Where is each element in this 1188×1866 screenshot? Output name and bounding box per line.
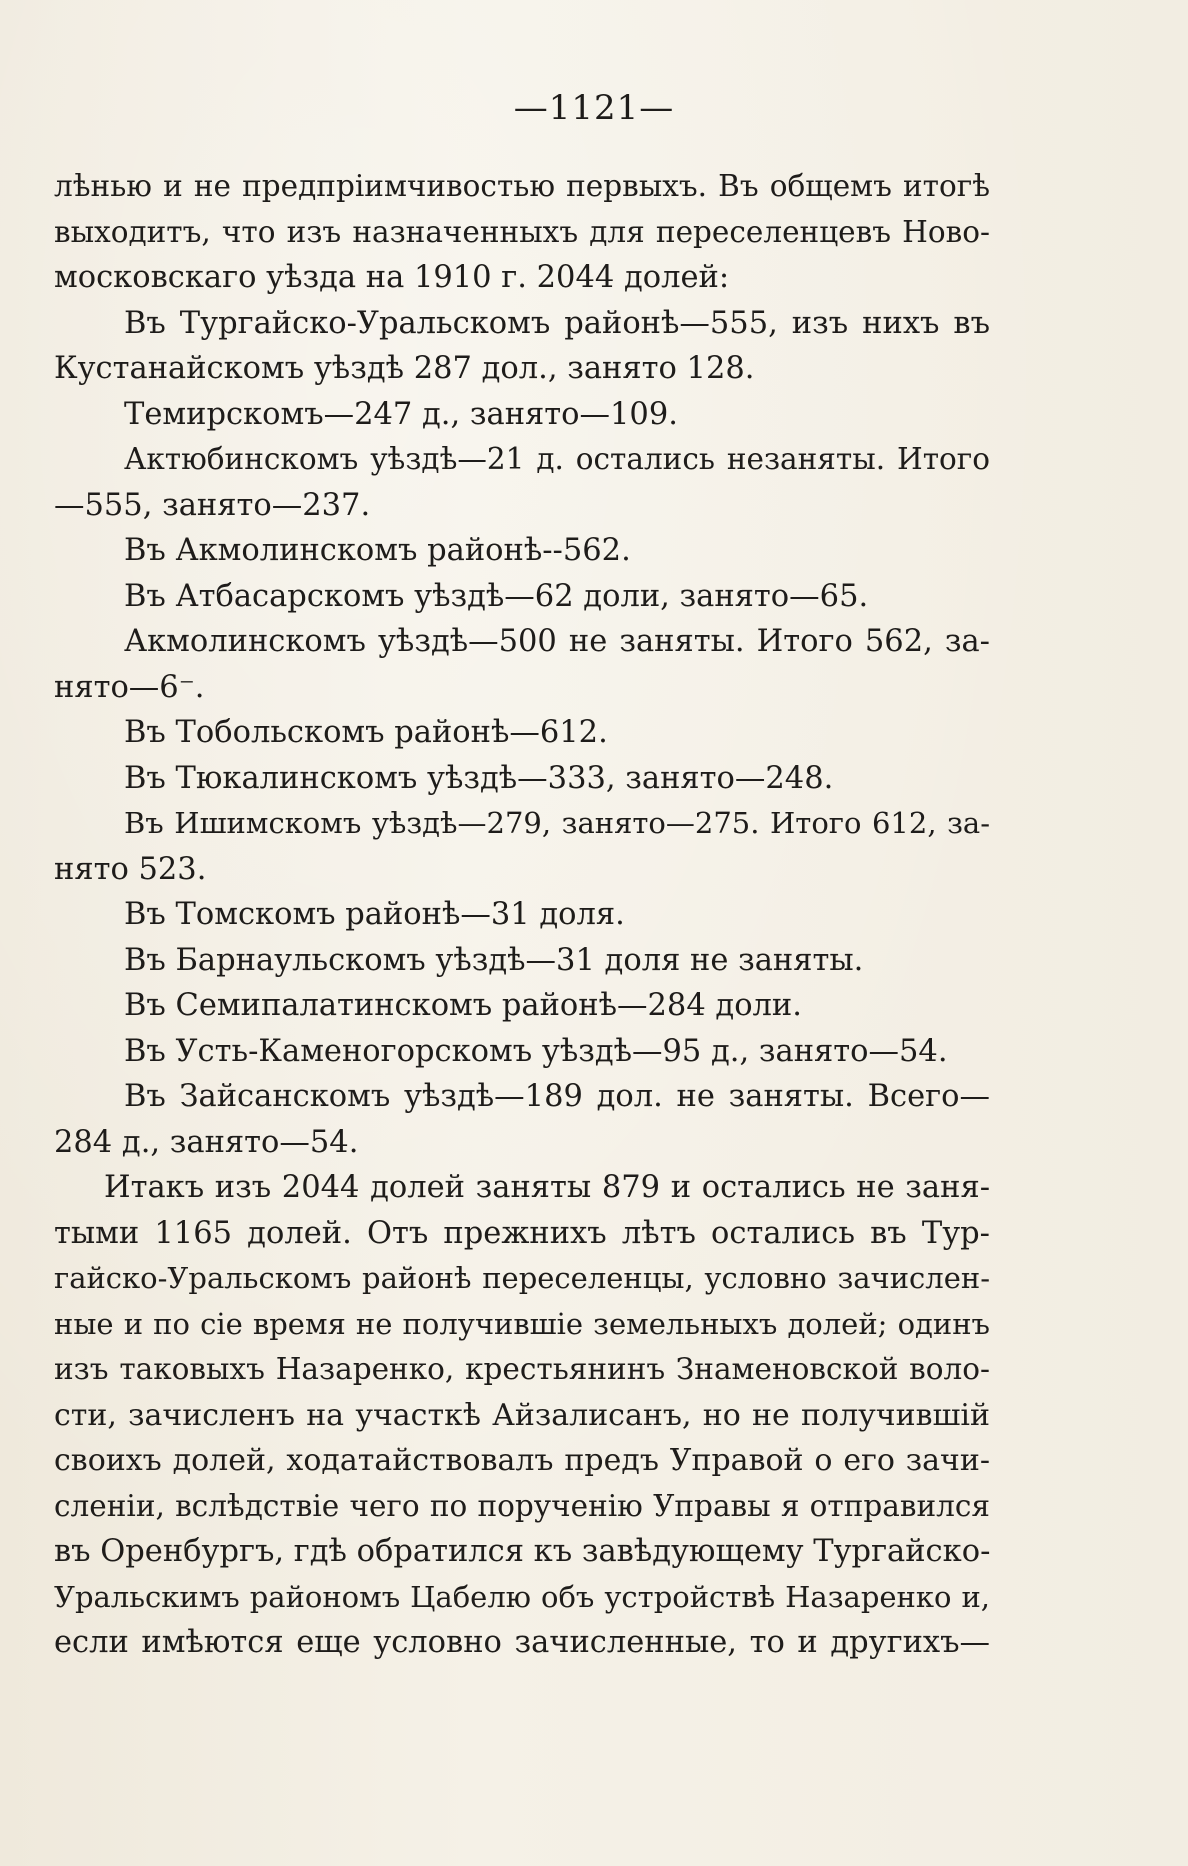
text-line: изъ таковыхъ Назаренко, крестьянинъ Знаменовской воло- xyxy=(54,1352,990,1386)
text-line: выходитъ, что изъ назначенныхъ для переселенцевъ Ново- xyxy=(54,214,990,249)
text-line: сленіи, вслѣдствіе чего по порученію Управы я отправился xyxy=(54,1488,990,1523)
text-line: Въ Зайсанскомъ уѣздѣ—189 дол. не заняты. Всего— xyxy=(124,1079,990,1114)
text-line: нято 523. xyxy=(54,851,207,887)
text-line: московскаго уѣзда на 1910 г. 2044 долей: xyxy=(54,260,730,295)
text-line: Акмолинскомъ уѣздѣ—500 не заняты. Итого 562, за- xyxy=(124,624,990,659)
text-line: Въ Ишимскомъ уѣздѣ—279, занято—275. Итого 612, за- xyxy=(124,806,990,840)
text-line: Въ Семипалатинскомъ районѣ—284 доли. xyxy=(124,988,802,1023)
text-line: гайско-Уральскомъ районѣ переселенцы, условно зачислен- xyxy=(54,1261,990,1295)
text-line: нято—6⁻. xyxy=(54,669,205,705)
text-line: ные и по сіе время не получившіе земельныхъ долей; одинъ xyxy=(54,1306,990,1341)
text-line: Кустанайскомъ уѣздѣ 287 дол., занято 128. xyxy=(54,351,755,386)
text-line: Въ Акмолинскомъ районѣ--562. xyxy=(124,533,631,568)
text-line: —555, занято—237. xyxy=(54,487,371,523)
text-line: Въ Тюкалинскомъ уѣздѣ—333, занято—248. xyxy=(124,760,834,796)
text-line: Въ Барнаульскомъ уѣздѣ—31 доля не заняты. xyxy=(124,942,864,978)
body-text xyxy=(54,164,990,1666)
text-line: Темирскомъ—247 д., занято—109. xyxy=(124,396,678,432)
text-line: Въ Усть-Каменогорскомъ уѣздѣ—95 д., занято—54. xyxy=(124,1033,948,1069)
page-number: —1121— xyxy=(513,88,675,128)
text-line: тыми 1165 долей. Отъ прежнихъ лѣтъ остались въ Тур- xyxy=(54,1215,990,1251)
text-line: Итакъ изъ 2044 долей заняты 879 и остались не заня- xyxy=(104,1170,990,1205)
text-line: Въ Тургайско-Уральскомъ районѣ—555, изъ нихъ въ xyxy=(124,305,990,341)
text-line: 284 д., занято—54. xyxy=(54,1124,359,1160)
text-line: Актюбинскомъ уѣздѣ—21 д. остались незаняты. Итого xyxy=(124,442,990,476)
text-line: своихъ долей, ходатайствовалъ предъ Управой о его зачи- xyxy=(54,1443,990,1478)
text-line: Въ Атбасарскомъ уѣздѣ—62 доли, занято—65. xyxy=(124,578,869,614)
text-line: сти, зачисленъ на участкѣ Айзалисанъ, но не получившій xyxy=(54,1397,990,1433)
text-line: лѣнью и не предпріимчивостью первыхъ. Въ общемъ итогѣ xyxy=(54,169,990,203)
text-line: если имѣются еще условно зачисленные, то и другихъ— xyxy=(54,1625,990,1660)
text-line: Въ Тобольскомъ районѣ—612. xyxy=(124,715,608,750)
text-line: въ Оренбургъ, гдѣ обратился къ завѣдующему Тургайско- xyxy=(54,1534,991,1569)
text-line: Уральскимъ райономъ Цабелю объ устройствѣ Назаренко и, xyxy=(54,1579,990,1614)
text-line: Въ Томскомъ районѣ—31 доля. xyxy=(124,897,625,932)
